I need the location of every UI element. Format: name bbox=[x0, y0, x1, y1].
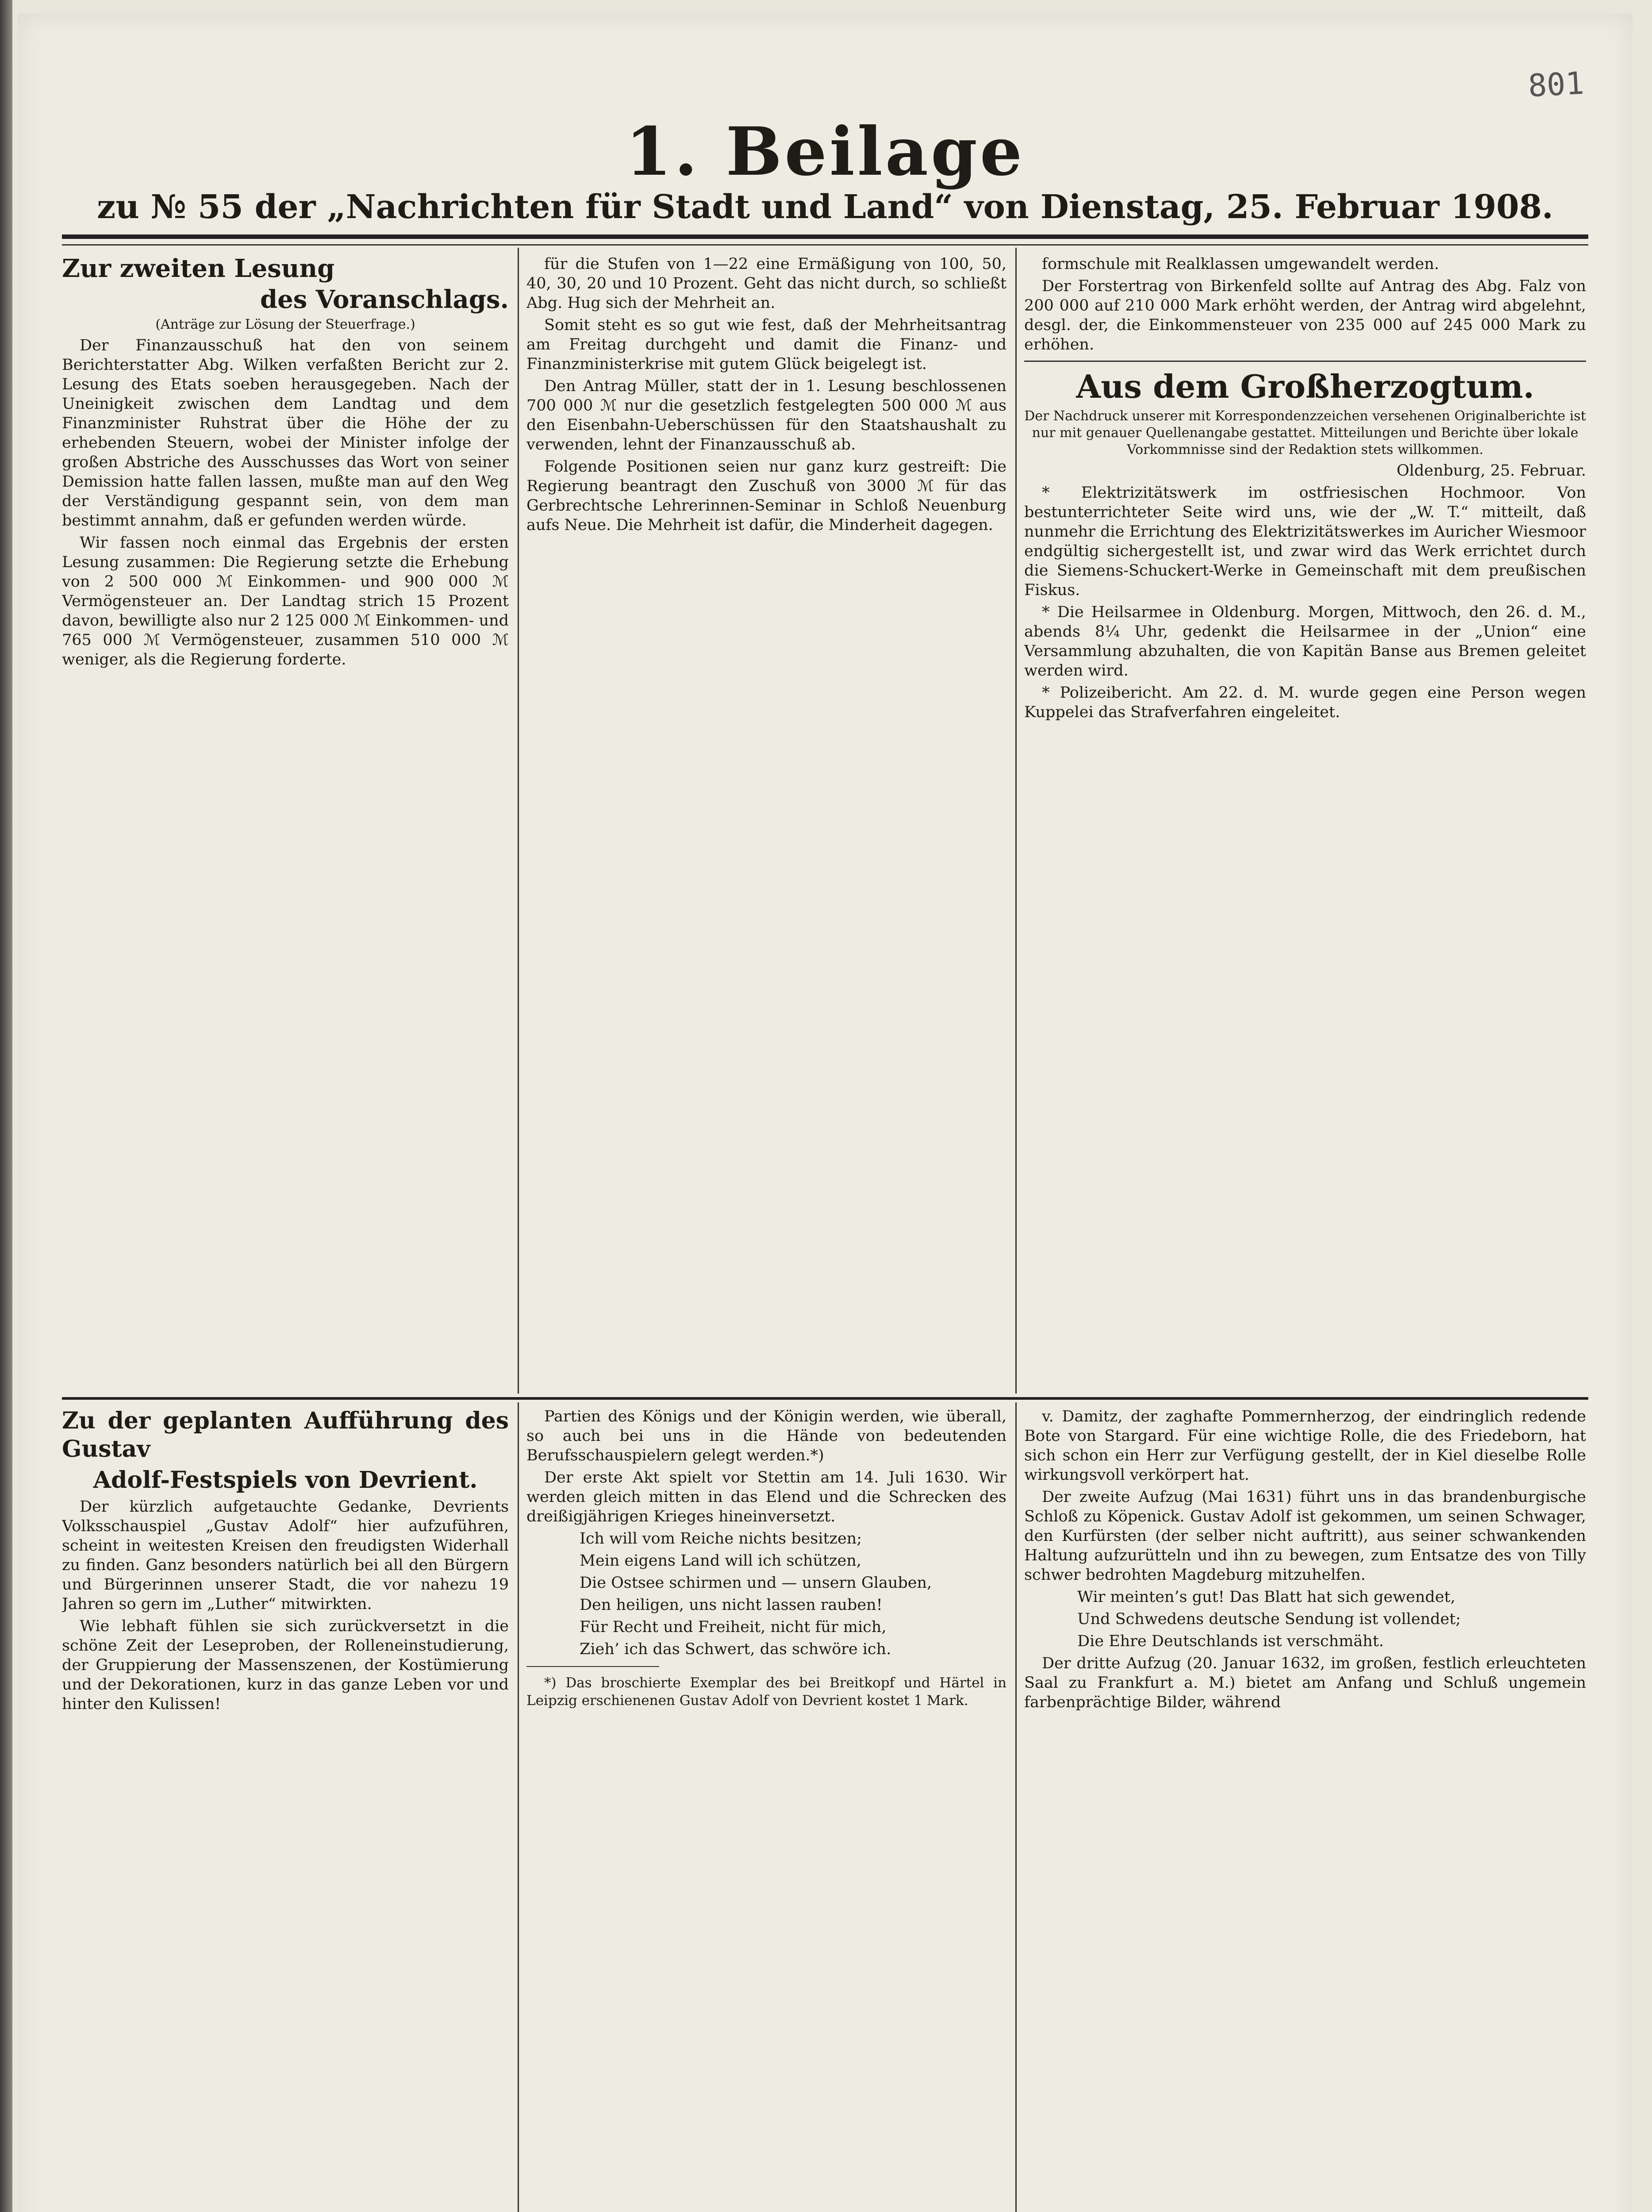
article-headline: Zu der geplanten Aufführung des Gustav bbox=[62, 1407, 509, 1463]
article-paragraph: Wie lebhaft fühlen sie sich zurückversetzt in die schöne Zeit der Leseproben, der Rolleneinstudierung, der Gruppierung der Massenszenen, der Kostümierung und der Dekorationen, kurz in das ganze Leben vor und hinter den Kulissen! bbox=[62, 1617, 509, 1713]
masthead-rule bbox=[62, 234, 1588, 239]
article-paragraph: Der erste Akt spielt vor Stettin am 14. Juli 1630. Wir werden gleich mitten in das Elend und die Schrecken des dreißigjährigen Krieges hineinversetzt. bbox=[526, 1469, 1007, 1525]
article-paragraph: Der kürzlich aufgetauchte Gedanke, Devrients Volksschauspiel „Gustav Adolf“ hier aufzuführen, scheint in weitesten Kreisen den freudigsten Widerhall zu finden. Ganz besonders natürlich bei all den Bürgern und Bürgerinnen unserer Stadt, die vor nahezu 19 Jahren so gern im „Luther“ mitwirkten. bbox=[62, 1498, 509, 1613]
verse-line: Für Recht und Freiheit, nicht für mich, bbox=[580, 1618, 887, 1636]
column-rule bbox=[518, 1402, 519, 2212]
article-voranschlag-continued bbox=[526, 254, 1007, 1387]
article-paragraph: Der dritte Aufzug (20. Januar 1632, im großen, festlich erleuchteten Saal zu Frankfurt a. M.) bietet am Anfang und Schluß ungemein farbenprächtige Bilder, während bbox=[1024, 1655, 1586, 1711]
page-number: 801 bbox=[1527, 65, 1585, 104]
column-rule bbox=[518, 248, 519, 1394]
news-item: * Die Heilsarmee in Oldenburg. Morgen, Mittwoch, den 26. d. M., abends 8¼ Uhr, gedenkt die Heilsarmee in der „Union“ eine Versammlung abzuhalten, die von Kapitän Banse aus Bremen geleitet werden wird. bbox=[1024, 603, 1586, 680]
binding-edge bbox=[0, 0, 12, 2212]
article-gustav-adolf bbox=[62, 1407, 509, 2212]
news-item: * Elektrizitätswerk im ostfriesischen Hochmoor. Von bestunterrichteter Seite wird uns, wie der „W. T.“ mitteilt, daß nunmehr die Errichtung des Elektrizitätswerkes im Auricher Wiesmoor endgültig sichergestellt ist, und zwar wird das Werk errichtet durch die Siemens-Schuckert-Werke in Gemeinschaft mit dem preußischen Fiskus. bbox=[1024, 484, 1586, 599]
article-headline: Adolf-Festspiels von Devrient. bbox=[93, 1467, 478, 1494]
article-gustav-adolf-continued bbox=[526, 1407, 1007, 2212]
column-rule bbox=[1015, 1402, 1017, 2212]
article-voranschlag bbox=[62, 254, 509, 1387]
news-column-grossherzogtum bbox=[1024, 254, 1586, 1387]
column-rule bbox=[1015, 248, 1017, 1394]
article-paragraph: Der zweite Aufzug (Mai 1631) führt uns in das brandenburgische Schloß zu Köpenick. Gustav Adolf ist gekommen, um seinen Schwager, den Kurfürsten (der selber nicht auftritt), aus seiner schwankenden Haltung aufzurütteln und ihn zu bewegen, zum Entsatze des von Tilly schwer bedrohten Magdeburg mitzuhelfen. bbox=[1024, 1488, 1586, 1584]
verse-line: Den heiligen, uns nicht lassen rauben! bbox=[580, 1596, 883, 1614]
verse-line: Mein eigens Land will ich schützen, bbox=[580, 1552, 861, 1570]
masthead-rule-thin bbox=[62, 244, 1588, 246]
article-paragraph: formschule mit Realklassen umgewandelt werden. bbox=[1042, 255, 1439, 273]
article-headline: Zur zweiten Lesung bbox=[62, 254, 335, 283]
article-paragraph: Folgende Positionen seien nur ganz kurz gestreift: Die Regierung beantragt den Zuschuß von 3000 ℳ für das Gerbrechtsche Lehrerinnen-Seminar in Schloß Neuenburg aufs Neue. Die Mehrheit ist dafür, die Minderheit dagegen. bbox=[526, 458, 1007, 534]
article-paragraph: Der Finanzausschuß hat den von seinem Berichterstatter Abg. Wilken verfaßten Bericht zur 2. Lesung des Etats soeben herausgegeben. Nach der Uneinigkeit zwischen dem Landtag und dem Finanzminister Ruhstrat über die Höhe der zu erhebenden Steuern, wobei der Minister infolge der großen Abstriche des Ausschusses das Wort von seiner Demission hatte fallen lassen, mußte man auf den Weg der Verständigung gespannt sein, von dem man bestimmt annahm, daß er gefunden werden würde. bbox=[62, 337, 509, 530]
masthead-subtitle: zu № 55 der „Nachrichten für Stadt und Land“ von Dienstag, 25. Februar 1908. bbox=[97, 188, 1553, 226]
verse-line: Und Schwedens deutsche Sendung ist vollendet; bbox=[1077, 1610, 1461, 1628]
article-paragraph: für die Stufen von 1—22 eine Ermäßigung von 100, 50, 40, 30, 20 und 10 Prozent. Geht das nicht durch, so schließt Abg. Hug sich der Mehrheit an. bbox=[526, 255, 1007, 312]
article-paragraph: Somit steht es so gut wie fest, daß der Mehrheitsantrag am Freitag durchgeht und damit die Finanz- und Finanzministerkrise mit gutem Glück beigelegt ist. bbox=[526, 316, 1007, 373]
newspaper-page bbox=[18, 13, 1633, 2212]
article-headline: des Voranschlags. bbox=[260, 285, 509, 314]
news-item: * Polizeibericht. Am 22. d. M. wurde gegen eine Person wegen Kuppelei das Strafverfahren eingeleitet. bbox=[1024, 684, 1586, 721]
verse-line: Zieh’ ich das Schwert, das schwöre ich. bbox=[580, 1640, 891, 1658]
article-paragraph: v. Damitz, der zaghafte Pommernherzog, der eindringlich redende Bote von Stargard. Für eine wichtige Rolle, die des Friedeborn, hat sich schon ein Herr zur Verfügung gestellt, der in Kiel dieselbe Rolle wirkungsvoll verkörpert hat. bbox=[1024, 1408, 1586, 1484]
article-paragraph: Wir fassen noch einmal das Ergebnis der ersten Lesung zusammen: Die Regierung setzte die Erhebung von 2 500 000 ℳ Einkommen- und 900 000 ℳ Vermögensteuer an. Der Landtag strich 15 Prozent davon, bewilligte also nur 2 125 000 ℳ Einkommen- und 765 000 ℳ Vermögensteuer, zusammen 510 000 ℳ weniger, als die Regierung forderte. bbox=[62, 534, 509, 668]
article-paragraph: Partien des Königs und der Königin werden, wie überall, so auch bei uns in die Hände von bedeutenden Berufsschauspielern gelegt werden.*) bbox=[526, 1408, 1007, 1464]
page-divider bbox=[62, 1397, 1588, 1400]
reprint-notice: Der Nachdruck unserer mit Korrespondenzzeichen versehenen Originalberichte ist nur mit genauer Quellenangabe gestattet. Mitteilungen und Berichte über lokale Vorkommnisse sind der Redaktion stets willkommen. bbox=[1024, 408, 1586, 457]
article-paragraph: Der Forstertrag von Birkenfeld sollte auf Antrag des Abg. Falz von 200 000 auf 210 000 Mark erhöht werden, der Antrag wird abgelehnt, desgl. der, die Einkommensteuer von 235 000 auf 245 000 Mark zu erhöhen. bbox=[1024, 277, 1586, 353]
verse-line: Ich will vom Reiche nichts besitzen; bbox=[580, 1530, 862, 1548]
verse-line: Die Ehre Deutschlands ist verschmäht. bbox=[1077, 1632, 1384, 1650]
article-subhead: (Anträge zur Lösung der Steuerfrage.) bbox=[155, 317, 415, 332]
section-headline: Aus dem Großherzogtum. bbox=[1076, 368, 1534, 405]
article-paragraph: Den Antrag Müller, statt der in 1. Lesung beschlossenen 700 000 ℳ nur die gesetzlich festgelegten 500 000 ℳ aus den Eisenbahn-Ueberschüssen für den Staatshaushalt zu verwenden, lehnt der Finanzausschuß ab. bbox=[526, 377, 1007, 453]
verse-line: Die Ostsee schirmen und — unsern Glauben, bbox=[580, 1574, 932, 1592]
masthead-title: 1. Beilage bbox=[625, 113, 1025, 191]
verse-line: Wir meinten’s gut! Das Blatt hat sich gewendet, bbox=[1077, 1588, 1456, 1606]
dateline: Oldenburg, 25. Februar. bbox=[1396, 462, 1586, 480]
footnote-rule bbox=[526, 1666, 659, 1667]
section-divider bbox=[1024, 361, 1586, 362]
footnote: *) Das broschierte Exemplar des bei Breitkopf und Härtel in Leipzig erschienenen Gustav Adolf von Devrient kostet 1 Mark. bbox=[526, 1675, 1007, 1709]
article-gustav-adolf-final bbox=[1024, 1407, 1586, 2212]
